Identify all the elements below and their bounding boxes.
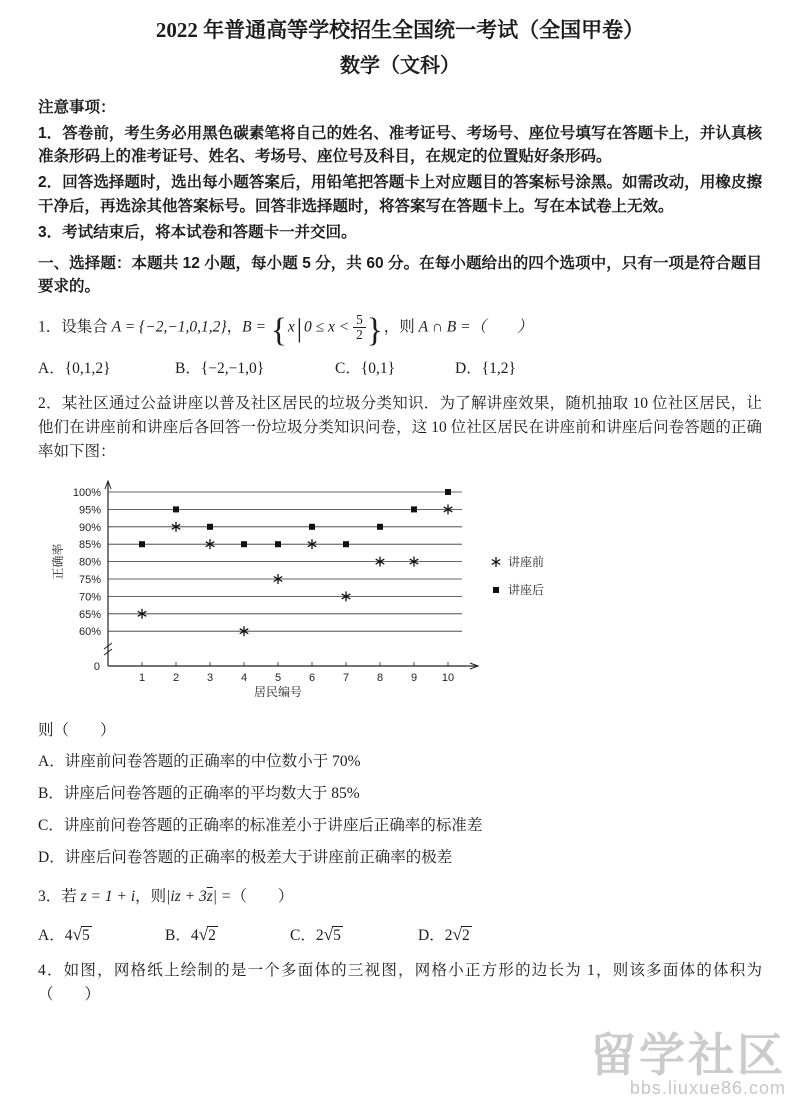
option-value: {−2,−1,0} xyxy=(200,359,265,377)
q3-option-d xyxy=(418,923,472,945)
svg-text:65%: 65% xyxy=(78,608,101,621)
survey-scatter-chart xyxy=(46,476,586,708)
fraction-denominator: 2 xyxy=(353,327,366,342)
q3-lead: 3．若 xyxy=(38,888,81,906)
svg-text:讲座后: 讲座后 xyxy=(508,582,545,597)
svg-text:60%: 60% xyxy=(78,625,101,638)
svg-text:80%: 80% xyxy=(78,556,101,569)
q1-option-b xyxy=(175,356,335,378)
q1-intersection: A ∩ B =（ ） xyxy=(418,318,533,336)
svg-text:70%: 70% xyxy=(78,590,101,603)
q3-z-equation: z = 1 + i xyxy=(80,888,136,906)
svg-text:9: 9 xyxy=(410,671,418,684)
notice-item-2: 2．回答选择题时，选出每小题答案后，用铅笔把答题卡上对应题目的答案标号涂黑。如需改动，用橡皮擦干净后，再选涂其他答案标号。回答非选择题时，将答案写在答题卡上。写在本试卷上无效。 xyxy=(38,174,762,215)
svg-text:0: 0 xyxy=(93,660,100,673)
svg-text:居民编号: 居民编号 xyxy=(253,684,303,699)
option-label: B． xyxy=(165,927,191,945)
q1-condition: 0 ≤ x < xyxy=(303,318,354,336)
fraction-numerator: 5 xyxy=(356,311,363,327)
svg-text:95%: 95% xyxy=(78,503,101,516)
section-choice-heading: 一、选择题：本题共 12 小题，每小题 5 分，共 60 分。在每小题给出的四个选项中，只有一项是符合题目要求的。 xyxy=(38,255,762,296)
radical-sign: √ xyxy=(452,925,462,945)
exam-title: 2022 年普通高等学校招生全国统一考试（全国甲卷） xyxy=(155,18,645,42)
radical-sign: √ xyxy=(198,925,209,945)
sqrt-coefficient: 4 xyxy=(64,927,73,945)
option-label: D． xyxy=(455,359,482,377)
svg-text:90%: 90% xyxy=(78,521,101,534)
option-label: B． xyxy=(175,359,201,377)
svg-text:85%: 85% xyxy=(78,538,101,551)
q1-comma: ， xyxy=(226,318,243,336)
svg-text:正确率: 正确率 xyxy=(51,543,65,580)
radical-sign: √ xyxy=(72,925,82,945)
svg-text:2: 2 xyxy=(172,671,180,684)
q3-option-b xyxy=(165,923,290,945)
svg-text:1: 1 xyxy=(138,671,146,684)
option-label: D． xyxy=(418,927,445,945)
question-2-then: 则（ ） xyxy=(38,721,116,739)
question-2-stem: 2．某社区通过公益讲座以普及社区居民的垃圾分类知识．为了解讲座效果，随机抽取 10 位社区居民，让他们在讲座前和讲座后各回答一份垃圾分类知识问卷，这 10 位社区居民在讲座前和讲座后问卷答题的正确率如下图： xyxy=(38,394,762,460)
svg-text:3: 3 xyxy=(206,671,214,684)
sqrt-coefficient: 2 xyxy=(444,927,453,945)
notice-heading: 注意事项： xyxy=(38,98,116,116)
radicand: 2 xyxy=(461,927,470,945)
q3-option-a xyxy=(38,923,165,945)
option-label: C． xyxy=(335,359,361,377)
svg-text:7: 7 xyxy=(342,671,350,684)
svg-text:讲座前: 讲座前 xyxy=(508,554,545,569)
q1-lead: 1．设集合 xyxy=(38,318,112,336)
q3-abs-post: | = xyxy=(212,888,232,906)
option-value: {0,1,2} xyxy=(64,359,111,377)
svg-text:8: 8 xyxy=(376,671,384,684)
radicand: 2 xyxy=(208,927,216,945)
fraction-five-halves xyxy=(353,313,366,342)
option-label: A． xyxy=(38,359,65,377)
radicand: 5 xyxy=(333,927,341,945)
notice-item-3: 3．考试结束后，将本试卷和答题卡一并交回。 xyxy=(38,223,357,241)
z-conjugate: $\overline{z}$ xyxy=(206,888,213,906)
svg-text:75%: 75% xyxy=(78,573,101,586)
svg-text:4: 4 xyxy=(240,671,248,684)
radicand: 5 xyxy=(81,927,90,945)
option-value: {0,1} xyxy=(360,359,396,377)
q2-option-d: D．讲座后问卷答题的正确率的极差大于讲座前正确率的极差 xyxy=(38,848,453,866)
q3-abs-pre: |iz + 3 xyxy=(166,888,207,906)
q1-builder-var: x xyxy=(287,318,295,336)
option-label: C． xyxy=(290,927,316,945)
question-1-stem: 1．设集合 A = {−2,−1,0,1,2}，B = {x| 0 ≤ x < $\frac{5}{2}$ }，则 A ∩ B =（ ） xyxy=(38,311,533,349)
q1-option-c xyxy=(335,356,455,378)
survey-chart-container xyxy=(46,476,762,713)
svg-text:6: 6 xyxy=(308,671,316,684)
sqrt-coefficient: 4 xyxy=(190,927,199,945)
option-label: A． xyxy=(38,927,65,945)
watermark xyxy=(590,1028,786,1099)
q2-option-b: B．讲座后问卷答题的正确率的平均数大于 85% xyxy=(38,784,360,802)
question-1-options xyxy=(38,356,762,378)
question-4-stem: 4．如图，网格纸上绘制的是一个多面体的三视图，网格小正方形的边长为 1，则该多面体的体积为（ ） xyxy=(38,962,762,1004)
exam-subtitle: 数学（文科） xyxy=(340,54,460,77)
svg-text:5: 5 xyxy=(274,671,282,684)
q1-then: ，则 xyxy=(383,318,419,336)
sqrt-coefficient: 2 xyxy=(315,927,324,945)
option-value: {1,2} xyxy=(481,359,516,377)
q1-option-d xyxy=(455,356,516,378)
q1-option-a xyxy=(38,356,175,378)
q3-then: ，则 xyxy=(135,888,167,906)
q3-answer-blank: （ ） xyxy=(231,888,294,906)
radical-sign: √ xyxy=(323,925,334,945)
q1-set-b-eq: B = xyxy=(242,318,270,336)
q3-option-c xyxy=(290,923,418,945)
notice-item-1: 1．答卷前，考生务必用黑色碳素笔将自己的姓名、准考证号、考场号、座位号填写在答题卡上，并认真核准条形码上的准考证号、姓名、考场号、座位号及科目，在规定的位置贴好条形码。 xyxy=(38,124,762,166)
watermark-site-url: bbs.liuxue86.com xyxy=(629,1078,786,1099)
svg-text:100%: 100% xyxy=(72,486,101,499)
q2-option-c: C．讲座前问卷答题的正确率的标准差小于讲座后正确率的标准差 xyxy=(38,816,483,834)
watermark-site-name: 留学社区 xyxy=(590,1028,786,1081)
svg-text:10: 10 xyxy=(441,671,455,684)
question-3-stem xyxy=(38,885,762,909)
q1-set-a: A = {−2,−1,0,1,2} xyxy=(111,318,227,336)
question-3-options xyxy=(38,923,762,945)
q2-option-a: A．讲座前问卷答题的正确率的中位数小于 70% xyxy=(38,752,361,770)
